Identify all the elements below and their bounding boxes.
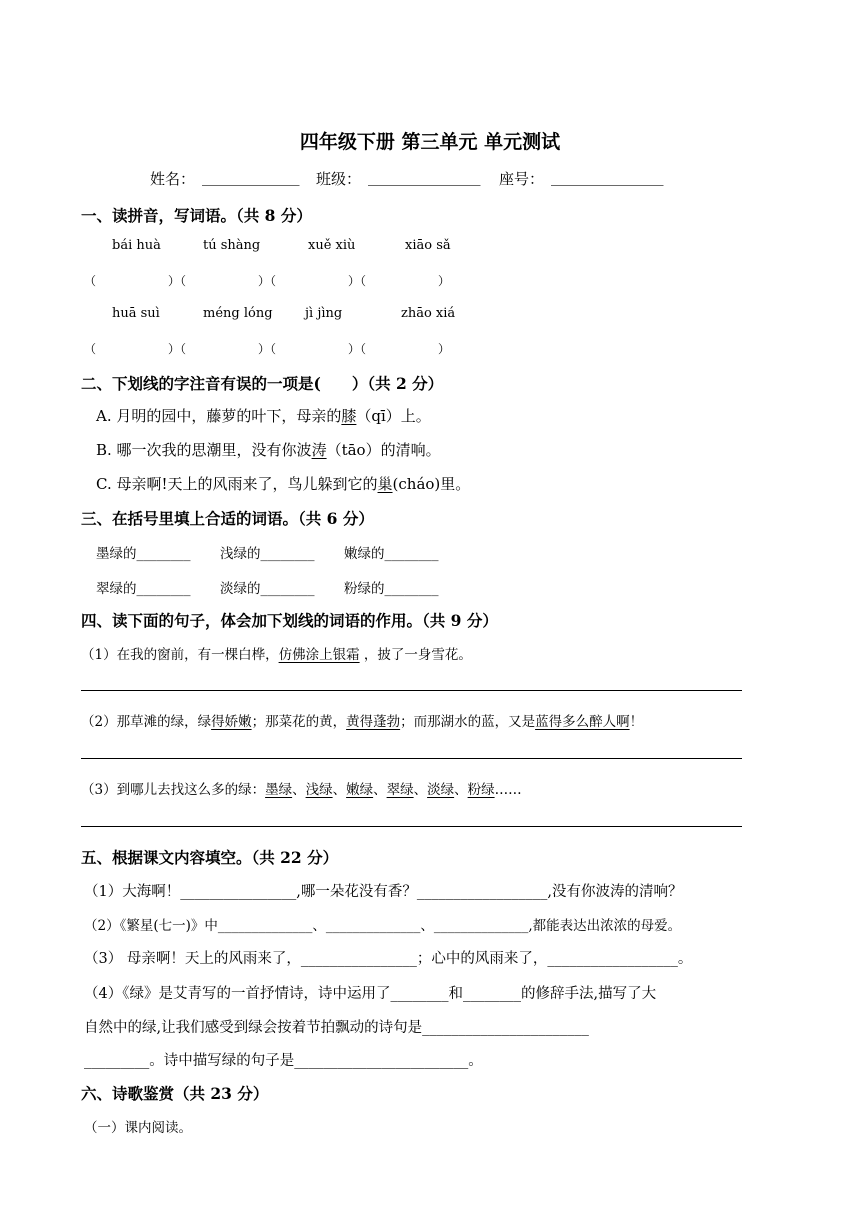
pinyin-4: xiāo sǎ [405, 238, 451, 253]
pinyin-3: xuě xiù [308, 238, 356, 253]
seat-blank[interactable]: _______________ [551, 168, 664, 186]
pinyin-5: huā suì [112, 306, 160, 321]
fill-question-4-cont[interactable]: _________。诗中描写绿的句子是________________________。 [84, 1053, 483, 1069]
answer-line[interactable] [81, 826, 742, 827]
pinyin-2: tú shàng [203, 238, 261, 253]
section4-heading: 四、读下面的句子，体会加下划线的词语的作用。（共 9 分） [81, 611, 498, 630]
section5-heading: 五、根据课文内容填空。（共 22 分） [81, 848, 339, 867]
answer-parens-row1[interactable]: （ ）（ ）（ ）（ ） [84, 274, 451, 288]
class-label: 班级： [316, 170, 362, 188]
pinyin-8: zhāo xiá [401, 306, 456, 321]
section2-heading: 二、下划线的字注音有误的一项是( ）（共 2 分） [81, 374, 444, 393]
fill-question-3[interactable]: （3） 母亲啊！天上的风雨来了，________________；心中的风雨来了，__________________。 [84, 951, 693, 967]
fill-question-2[interactable]: （2）《繁星(七一)》中______________、______________、______________,都能表达出浓浓的母爱。 [84, 918, 682, 934]
option-b[interactable]: B. 哪一次我的思潮里，没有你波涛（tāo）的清响。 [96, 441, 441, 459]
question-1: （1）在我的窗前，有一棵白桦，仿佛涂上银霜 ，披了一身雪花。 [81, 647, 472, 663]
section6-heading: 六、诗歌鉴赏（共 23 分） [81, 1084, 269, 1103]
question-3: （3）到哪儿去找这么多的绿：墨绿、浅绿、嫩绿、翠绿、淡绿、粉绿…… [81, 782, 522, 798]
pinyin-6: méng lóng [203, 306, 273, 321]
question-2: （2）那草滩的绿，绿得娇嫩；那菜花的黄，黄得蓬勃；而那湖水的蓝，又是蓝得多么醉人啊！ [81, 714, 644, 730]
answer-line[interactable] [81, 758, 742, 759]
section3-heading: 三、在括号里填上合适的词语。（共 6 分） [81, 509, 374, 528]
fill-item[interactable]: 粉绿的________ [344, 581, 439, 597]
section1-heading: 一、读拼音，写词语。（共 8 分） [81, 206, 312, 225]
option-a[interactable]: A. 月明的园中，藤萝的叶下，母亲的膝（qī）上。 [96, 407, 431, 425]
name-blank[interactable]: _____________ [202, 168, 300, 186]
page-title: 四年级下册 第三单元 单元测试 [299, 131, 561, 153]
fill-item[interactable]: 嫩绿的________ [344, 546, 439, 562]
fill-question-4[interactable]: （4）《绿》是艾青写的一首抒情诗，诗中运用了________和________的修辞手法,描写了大 [84, 986, 657, 1002]
class-blank[interactable]: _______________ [368, 168, 481, 186]
answer-line[interactable] [81, 690, 742, 691]
fill-item[interactable]: 浅绿的________ [220, 546, 315, 562]
fill-question-4-cont[interactable]: 自然中的绿,让我们感受到绿会按着节拍飘动的诗句是_______________________ [84, 1020, 589, 1036]
fill-item[interactable]: 墨绿的________ [96, 546, 191, 562]
fill-item[interactable]: 翠绿的________ [96, 581, 191, 597]
seat-label: 座号： [499, 170, 545, 188]
fill-item[interactable]: 淡绿的________ [220, 581, 315, 597]
section6-subheading: （一）课内阅读。 [84, 1120, 192, 1136]
fill-question-1[interactable]: （1）大海啊！________________,哪一朵花没有香？__________________,没有你波涛的清响？ [84, 884, 683, 900]
answer-parens-row2[interactable]: （ ）（ ）（ ）（ ） [84, 342, 451, 356]
pinyin-1: bái huà [112, 238, 161, 253]
pinyin-7: jì jìng [305, 306, 343, 321]
name-label: 姓名： [150, 170, 196, 188]
option-c[interactable]: C. 母亲啊!天上的风雨来了，鸟儿躲到它的巢(cháo)里。 [96, 475, 471, 493]
